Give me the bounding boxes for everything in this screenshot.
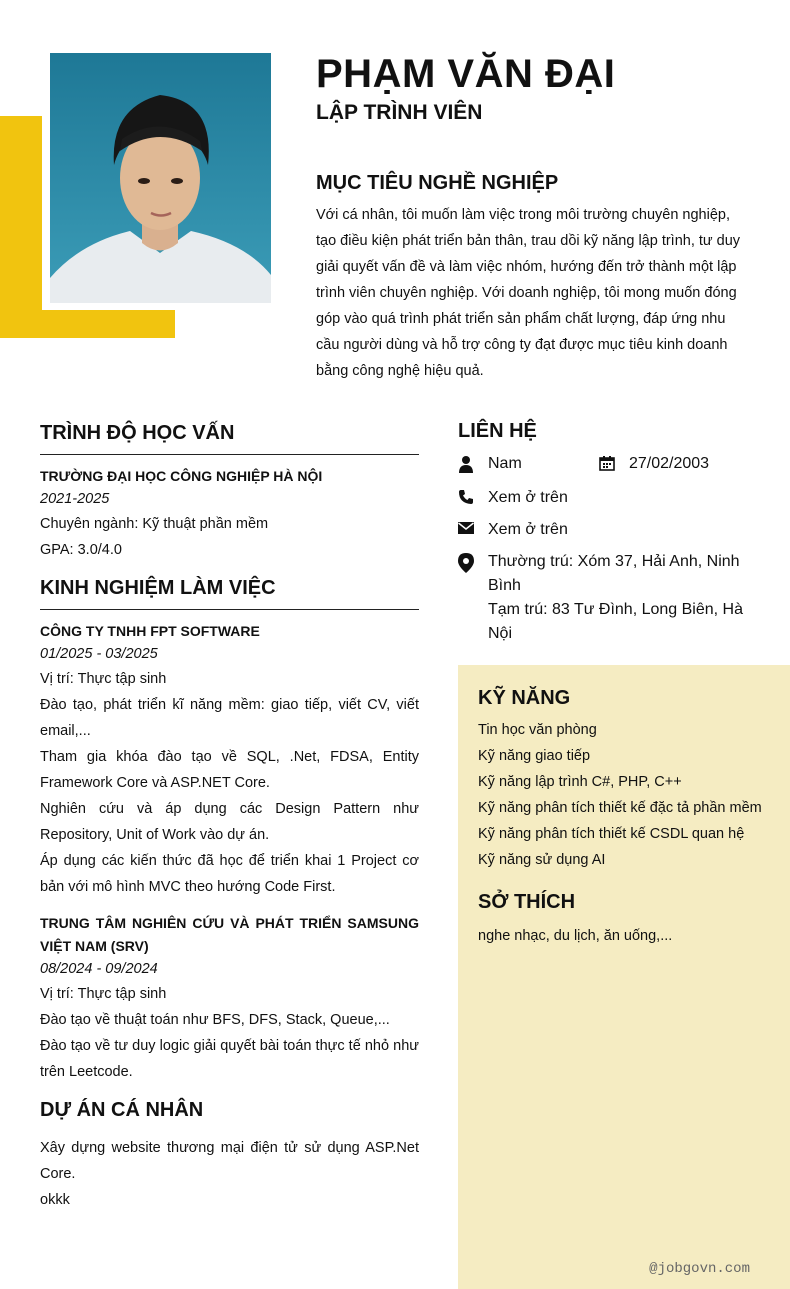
section-divider: [40, 454, 419, 455]
person-icon: [458, 452, 488, 478]
profile-photo: [50, 53, 271, 303]
contact-birthday: 27/02/2003: [629, 455, 710, 472]
accent-bar-vertical: [0, 116, 42, 338]
experience-entry: [40, 912, 419, 1085]
job-period: 08/2024 - 09/2024: [40, 961, 158, 977]
job-detail: Tham gia khóa đào tạo về SQL, .Net, FDSA, Entity Framework Core và ASP.NET Core.: [40, 749, 419, 791]
job-detail: Vị trí: Thực tập sinh: [40, 671, 167, 687]
contact-gender: Nam: [488, 455, 522, 472]
skills-panel: [458, 665, 790, 1289]
contact-phone-row: [458, 486, 790, 510]
mail-icon: [458, 518, 488, 540]
contact-phone[interactable]: Xem ở trên: [488, 489, 568, 506]
job-period: 01/2025 - 03/2025: [40, 646, 158, 662]
hobbies-text: nghe nhạc, du lịch, ăn uống,...: [478, 928, 673, 944]
job-detail: Đào tạo, phát triển kĩ năng mềm: giao tiếp, viết CV, viết email,...: [40, 697, 419, 739]
candidate-name: PHẠM VĂN ĐẠI: [316, 52, 616, 96]
company-name: CÔNG TY TNHH FPT SOFTWARE: [40, 623, 260, 639]
contact-address-row: [458, 550, 790, 646]
contact-email-row: [458, 518, 790, 542]
location-pin-icon: [458, 550, 488, 578]
skills-heading: KỸ NĂNG: [478, 687, 571, 709]
contact-email[interactable]: Xem ở trên: [488, 521, 568, 538]
contact-birthday-row: [599, 452, 790, 476]
objective-text: Với cá nhân, tôi muốn làm việc trong môi trường chuyên nghiệp, tạo điều kiện phát triển bản thân, trau dồi kỹ năng lập trình, tư duy giải quyết vấn đề và làm việc nhóm, hướng đến trở thành một lập trình viên chuyên nghiệp. Với doanh nghiệp, tôi mong muốn đóng góp vào quá trình phát triển sản phẩm chất lượng, đáp ứng nhu cầu người dùng và hỗ trợ công ty đạt được mục tiêu kinh doanh bằng công nghệ hiệu quả.: [316, 207, 741, 379]
experience-entry: [40, 620, 419, 900]
education-period: 2021-2025: [40, 491, 110, 507]
projects-heading: DỰ ÁN CÁ NHÂN: [40, 1099, 204, 1121]
skill-item: Tin học văn phòng: [478, 722, 597, 738]
section-divider: [40, 609, 419, 610]
school-name: TRƯỜNG ĐẠI HỌC CÔNG NGHIỆP HÀ NỘI: [40, 468, 323, 484]
job-title: LẬP TRÌNH VIÊN: [316, 101, 483, 124]
objective-heading: MỤC TIÊU NGHỀ NGHIỆP: [316, 172, 559, 194]
accent-bar-horizontal: [0, 310, 175, 338]
skill-item: Kỹ năng lập trình C#, PHP, C++: [478, 774, 682, 790]
contact-gender-row: [458, 452, 790, 478]
job-detail: Áp dụng các kiến thức đã học để triển khai 1 Project cơ bản với mô hình MVC theo hướng Code First.: [40, 853, 419, 895]
projects-section: [40, 1097, 419, 1213]
contact-addresses: [488, 550, 758, 646]
projects-body: [40, 1135, 419, 1213]
education-heading: TRÌNH ĐỘ HỌC VẤN: [40, 422, 235, 444]
job-detail: Đào tạo về tư duy logic giải quyết bài toán thực tế nhỏ như trên Leetcode.: [40, 1038, 419, 1080]
experience-section: [40, 575, 419, 1085]
skill-item: Kỹ năng giao tiếp: [478, 748, 591, 764]
profile-photo-image: [50, 53, 271, 303]
education-section: [40, 420, 419, 563]
education-major: Chuyên ngành: Kỹ thuật phần mềm: [40, 516, 269, 532]
temporary-address: Tạm trú: 83 Tư Đình, Long Biên, Hà Nội: [488, 601, 743, 642]
skill-item: Kỹ năng phân tích thiết kế CSDL quan hệ: [478, 826, 745, 842]
hobbies-section: [478, 889, 770, 949]
skill-item: Kỹ năng sử dụng AI: [478, 852, 606, 868]
job-detail: Đào tạo về thuật toán như BFS, DFS, Stack, Queue,...: [40, 1012, 390, 1028]
job-detail: Vị trí: Thực tập sinh: [40, 986, 167, 1002]
contact-section: [458, 418, 790, 646]
job-detail: Nghiên cứu và áp dụng các Design Pattern như Repository, Unit of Work vào dự án.: [40, 801, 419, 843]
project-line: okkk: [40, 1192, 70, 1208]
phone-icon: [458, 486, 488, 510]
project-line: Xây dựng website thương mại điện tử sử dụng ASP.Net Core.: [40, 1140, 419, 1182]
hobbies-heading: SỞ THÍCH: [478, 891, 576, 913]
career-objective-section: [316, 170, 751, 384]
left-column: [40, 420, 419, 1225]
skill-item: Kỹ năng phân tích thiết kế đặc tả phần mềm: [478, 800, 762, 816]
education-gpa: GPA: 3.0/4.0: [40, 542, 122, 558]
contact-heading: LIÊN HỆ: [458, 420, 537, 442]
permanent-address: Thường trú: Xóm 37, Hải Anh, Ninh Bình: [488, 553, 740, 594]
experience-heading: KINH NGHIỆM LÀM VIỆC: [40, 577, 276, 599]
company-name: TRUNG TÂM NGHIÊN CỨU VÀ PHÁT TRIỂN SAMSUNG VIỆT NAM (SRV): [40, 915, 419, 954]
calendar-icon: [599, 452, 629, 476]
watermark: @jobgovn.com: [649, 1261, 750, 1277]
